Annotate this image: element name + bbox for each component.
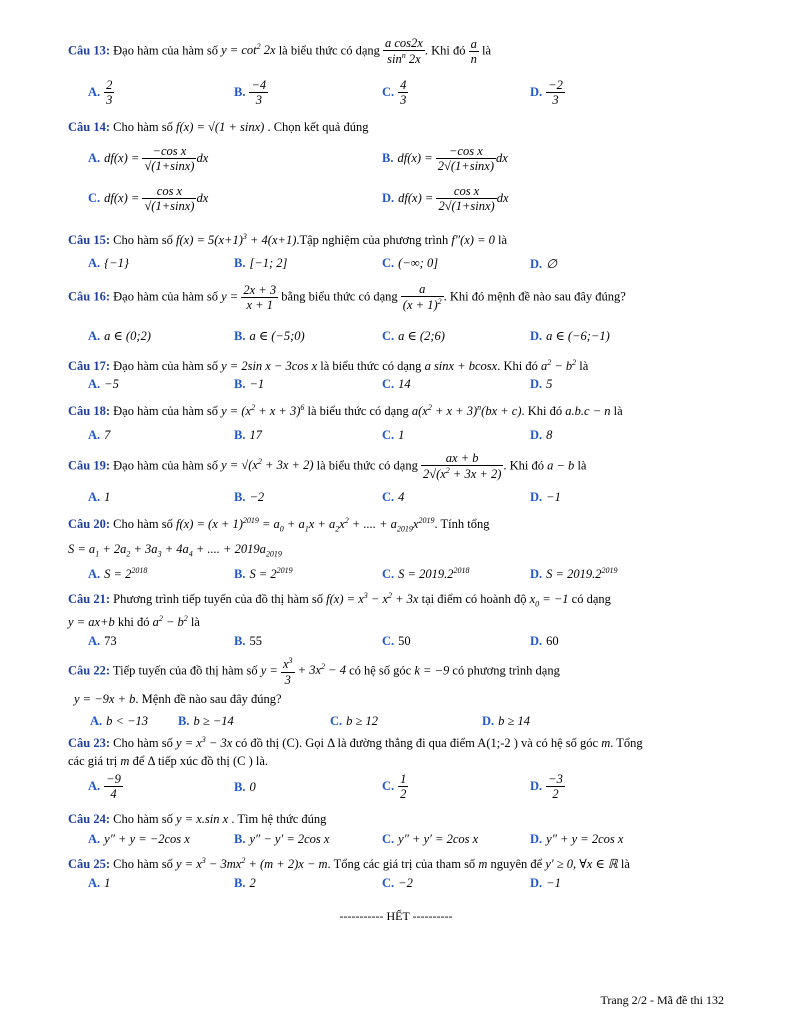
- option-d[interactable]: D. $\frac{-2}{3}$: [530, 78, 563, 108]
- question-21: Câu 21: Phương trình tiếp tuyến của đồ thị hàm số $f(x) = x^3 - x^2 + 3x$ tại điểm có hoành độ $x_0 = -1$ có dạng: [68, 591, 611, 609]
- option-b[interactable]: B. 2: [234, 876, 256, 890]
- question-17: Câu 17: Đạo hàm của hàm số y = 2sin x − 3cos x là biểu thức có dạng a sinx + bcosx. Khi đó $a^2 - b^2$ là: [68, 358, 589, 374]
- option-b[interactable]: B. −1: [234, 377, 265, 391]
- option-d[interactable]: D. y″ + y = 2cos x: [530, 832, 624, 846]
- option-d[interactable]: D. ∅: [530, 257, 558, 271]
- option-d[interactable]: D. 60: [530, 634, 559, 648]
- option-a[interactable]: A. 1: [88, 876, 111, 890]
- option-c[interactable]: C. b ≥ 12: [330, 714, 379, 728]
- question-number: Câu 18:: [68, 404, 111, 419]
- question-number: Câu 20:: [68, 517, 111, 532]
- option-c[interactable]: C. (−∞; 0]: [382, 256, 439, 270]
- option-c[interactable]: C. $\frac{4}{3}$: [382, 78, 407, 108]
- option-c[interactable]: C. df(x) = $\frac{\text{cos x}}{√(1+\sin x)}$ dx: [88, 184, 209, 214]
- option-a[interactable]: A. $\frac{-9}{4}$: [88, 772, 121, 802]
- option-c[interactable]: C. 14: [382, 377, 411, 391]
- option-a[interactable]: A. −5: [88, 377, 119, 391]
- option-a[interactable]: A. y″ + y = −2cos x: [88, 832, 190, 846]
- option-d[interactable]: D. −1: [530, 490, 561, 504]
- option-b[interactable]: B. $S = 2^{2019}$: [234, 566, 293, 582]
- option-d[interactable]: D. $\frac{-3}{2}$: [530, 772, 563, 802]
- question-25: Câu 25: Cho hàm số $y = x^3 - 3mx^2 + (m + 2)x - m$. Tổng các giá trị của tham số m nguyên để y′ ≥ 0, ∀x ∈ ℝ là: [68, 856, 630, 872]
- option-d[interactable]: D. −1: [530, 876, 561, 890]
- option-a[interactable]: A. df(x) = $\frac{\text{−cos x}}{√(1+\sin x)}$ dx: [88, 144, 209, 174]
- question-20: Câu 20: Cho hàm số $f(x) = (x + 1)^{2019} = a_0 + a_1x + a_2x^2$ + .... + $a_{2019}x^{2019}$. Tính tổng: [68, 516, 490, 534]
- question-20-line2: $S = a_1 + 2a_2 + 3a_3 + 4a_4$ + .... + $2019a_{2019}$: [68, 542, 282, 559]
- question-number: Câu 21:: [68, 592, 111, 607]
- question-22-line2: y = −9x + b. Mệnh đề nào sau đây đúng?: [74, 692, 282, 706]
- option-a[interactable]: A. $\frac{2}{3}$: [88, 78, 113, 108]
- question-number: Câu 24:: [68, 812, 111, 826]
- option-a[interactable]: A. $S = 2^{2018}$: [88, 566, 148, 582]
- option-c[interactable]: C. $\frac{1}{2}$: [382, 772, 407, 802]
- question-15: Câu 15: Cho hàm số $f(x) = 5(x+1)^3$ + 4(x+1).Tập nghiệm của phương trình f″(x) = 0 là: [68, 232, 508, 248]
- option-c[interactable]: C. $S = 2019.2^{2018}$: [382, 566, 470, 582]
- option-b[interactable]: B. b ≥ −14: [178, 714, 234, 728]
- question-19: Câu 19: Đạo hàm của hàm số $y = √(x^2 + 3x + 2)$ là biểu thức có dạng $\frac{ax + b}{2√(x^2 + 3x + 2)}$ . Khi đó a − b là: [68, 451, 587, 482]
- option-d[interactable]: D. $S = 2019.2^{2019}$: [530, 566, 618, 582]
- option-d[interactable]: D. a ∈ (−6;−1): [530, 329, 610, 343]
- option-b[interactable]: B. 55: [234, 634, 262, 648]
- option-c[interactable]: C. 1: [382, 428, 405, 442]
- option-a[interactable]: A. 73: [88, 634, 117, 648]
- option-c[interactable]: C. 50: [382, 634, 411, 648]
- question-22: Câu 22: Tiếp tuyến của đồ thị hàm số y = $\frac{x^3}{3}$ + $3x^2 - 4$ có hệ số góc k = −9 có phương trình dạng: [68, 656, 560, 687]
- option-a[interactable]: A. b < −13: [90, 714, 149, 728]
- option-d[interactable]: D. df(x) = $\frac{\text{cos x}}{2√(1+\sin x)}$ dx: [382, 184, 509, 214]
- question-number: Câu 16:: [68, 289, 111, 304]
- option-a[interactable]: A. {−1}: [88, 256, 129, 270]
- question-24: Câu 24: Cho hàm số y = x.sin x . Tìm hệ thức đúng: [68, 812, 327, 826]
- option-b[interactable]: B. $\frac{-4}{3}$: [234, 78, 267, 108]
- question-13: Câu 13: Đạo hàm của hàm số $y = \cot^2 2x$ là biểu thức có dạng $\frac{\text{a cos2x}}{\sin^n 2x}$ . Khi đó $\frac{a}{n}$ là: [68, 36, 491, 67]
- question-21-line2: y = ax+b khi đó $a^2 - b^2$ là: [68, 614, 200, 630]
- question-number: Câu 15:: [68, 233, 111, 248]
- question-number: Câu 25:: [68, 857, 111, 872]
- end-marker: ----------- HẾT ----------: [339, 909, 453, 923]
- question-number: Câu 22:: [68, 663, 111, 678]
- option-c[interactable]: C. 4: [382, 490, 405, 504]
- option-b[interactable]: B. [−1; 2]: [234, 256, 288, 270]
- option-a[interactable]: A. 1: [88, 490, 111, 504]
- option-b[interactable]: B. y″ − y′ = 2cos x: [234, 832, 330, 846]
- question-16: Câu 16: Đạo hàm của hàm số y = $\frac{2x + 3}{x + 1}$ bằng biểu thức có dạng $\frac{a}{(x + 1)^2}$ . Khi đó mệnh đề nào sau đây đúng?: [68, 282, 626, 313]
- question-number: Câu 14:: [68, 120, 111, 134]
- question-number: Câu 17:: [68, 359, 111, 374]
- option-b[interactable]: B. −2: [234, 490, 265, 504]
- question-14: Câu 14: Cho hàm số f(x) = √(1 + sinx) . Chọn kết quả đúng: [68, 120, 369, 134]
- page-footer: Trang 2/2 - Mã đề thi 132: [600, 993, 724, 1007]
- option-d[interactable]: D. 8: [530, 428, 553, 442]
- option-c[interactable]: C. y″ + y′ = 2cos x: [382, 832, 479, 846]
- option-b[interactable]: B. 17: [234, 428, 262, 442]
- question-23-line2: các giá trị m để Δ tiếp xúc đồ thị (C ) là.: [68, 754, 269, 768]
- option-b[interactable]: B. a ∈ (−5;0): [234, 329, 305, 343]
- option-c[interactable]: C. −2: [382, 876, 413, 890]
- option-b[interactable]: B. df(x) = $\frac{\text{−cos x}}{2√(1+\sin x)}$ dx: [382, 144, 508, 174]
- option-d[interactable]: D. 5: [530, 377, 553, 391]
- question-number: Câu 13:: [68, 43, 111, 58]
- question-number: Câu 19:: [68, 458, 111, 473]
- option-c[interactable]: C. a ∈ (2;6): [382, 329, 445, 343]
- option-b[interactable]: B. 0: [234, 780, 256, 794]
- question-18: Câu 18: Đạo hàm của hàm số $y = (x^2 + x + 3)^6$ là biểu thức có dạng $a(x^2 + x + 3)^n(bx + c)$. Khi đó a.b.c − n là: [68, 403, 623, 419]
- option-a[interactable]: A. 7: [88, 428, 111, 442]
- option-d[interactable]: D. b ≥ 14: [482, 714, 531, 728]
- question-number: Câu 23:: [68, 736, 111, 751]
- option-a[interactable]: A. a ∈ (0;2): [88, 329, 151, 343]
- question-23: Câu 23: Cho hàm số $y = x^3 - 3x$ có đồ thị (C). Gọi Δ là đường thẳng đi qua điểm A(1;-2 ) và có hệ số góc m. Tổng: [68, 735, 643, 751]
